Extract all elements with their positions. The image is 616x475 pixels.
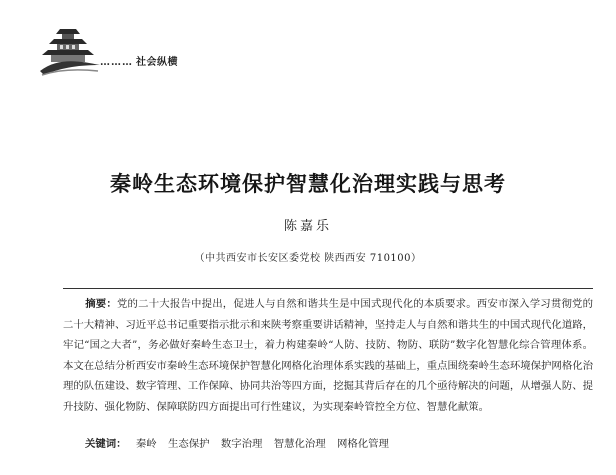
column-dots: ……… (100, 57, 133, 68)
keywords-label: 关键词： (85, 438, 127, 450)
article-author: 陈嘉乐 (283, 219, 332, 234)
keyword: 智慧化治理 (273, 438, 326, 450)
abstract-block (63, 294, 593, 418)
pagoda-logo-icon (40, 27, 100, 77)
abstract-label: 摘要： (85, 298, 117, 310)
keyword: 秦岭 (135, 438, 157, 450)
column-label (100, 53, 178, 68)
keywords-line (85, 435, 397, 450)
keyword: 网格化管理 (336, 438, 389, 450)
article-title: 秦岭生态环境保护智慧化治理实践与思考 (110, 172, 506, 196)
abstract-divider (63, 288, 593, 289)
keyword: 数字治理 (220, 438, 263, 450)
page-header (40, 27, 240, 77)
keyword: 生态保护 (167, 438, 210, 450)
column-name: 社会纵横 (136, 57, 178, 68)
abstract-text: 党的二十大报告中提出，促进人与自然和谐共生是中国式现代化的本质要求。西安市深入学习贯彻党的二十大精神、习近平总书记重要指示批示和来陕考察重要讲话精神，坚持走人与自然和谐共生的中国式现代化道路，牢记“国之大者”，务必做好秦岭生态卫士，着力构建秦岭“人防、技防、物防、联防”数字化智慧化综合管理体系。本文在总结分析西安市秦岭生态环境保护智慧化网格化治理体系实践的基础上，重点围绕秦岭生态环境保护网格化治理的队伍建设、数字管理、工作保障、协同共治等四方面，挖掘其背后存在的几个亟待解决的问题，从增强人防、提升技防、强化物防、保障联防四方面提出可行性建议，为实现秦岭管控全方位、智慧化献策。 (63, 298, 594, 413)
author-affiliation: （中共西安市长安区委党校 陕西西安 710100） (194, 253, 422, 264)
